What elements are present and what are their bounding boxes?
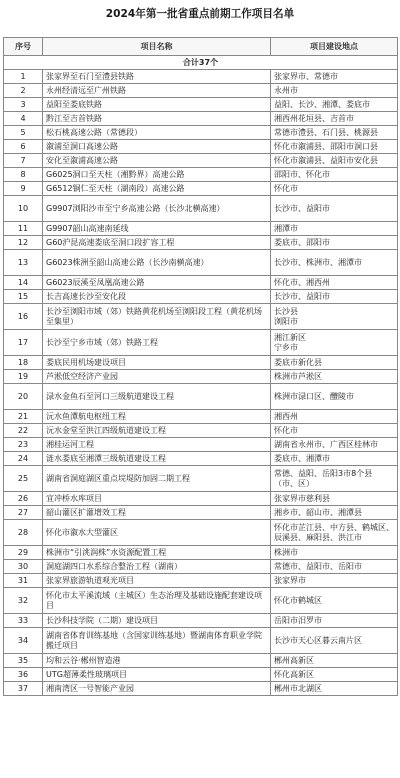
header-location: 项目建设地点 — [271, 38, 398, 56]
row-location: 永州市 — [271, 84, 398, 98]
row-number: 2 — [4, 84, 43, 98]
row-number: 35 — [4, 654, 43, 668]
row-number: 25 — [4, 466, 43, 492]
row-project-name: 宜冲桥水库项目 — [43, 492, 271, 506]
row-project-name: 怀化市太平溪流域（主城区）生态治理及基础设施配套建设项目 — [43, 588, 271, 614]
row-project-name: G60沪昆高速娄底至洞口段扩容工程 — [43, 236, 271, 250]
table-row — [4, 250, 398, 276]
row-project-name: 芦淞低空经济产业园 — [43, 370, 271, 384]
row-project-name: G6512铜仁至天柱（湖南段）高速公路 — [43, 182, 271, 196]
row-number: 22 — [4, 424, 43, 438]
header-project-name: 项目名称 — [43, 38, 271, 56]
total-cell: 合计37个 — [4, 56, 398, 70]
row-location: 湘潭市 — [271, 222, 398, 236]
row-location: 长沙县 浏阳市 — [271, 304, 398, 330]
row-number: 20 — [4, 384, 43, 410]
table-row — [4, 236, 398, 250]
row-location: 长沙市天心区暮云南片区 — [271, 628, 398, 654]
row-location: 常德市、益阳市、岳阳市 — [271, 560, 398, 574]
table-row — [4, 154, 398, 168]
table-row — [4, 560, 398, 574]
row-project-name: 渌水金鱼石至河口三级航道建设工程 — [43, 384, 271, 410]
row-project-name: 湖南省体育训练基地（含国家训练基地）暨湖南体育职业学院搬迁项目 — [43, 628, 271, 654]
table-row — [4, 574, 398, 588]
row-project-name: 沅水金堂至洪江四级航道建设工程 — [43, 424, 271, 438]
header-no: 序号 — [4, 38, 43, 56]
table-row — [4, 112, 398, 126]
row-project-name: G6023辰溪至凤凰高速公路 — [43, 276, 271, 290]
row-location: 长沙市、株洲市、湘潭市 — [271, 250, 398, 276]
table-row — [4, 452, 398, 466]
row-location: 长沙市、益阳市 — [271, 290, 398, 304]
row-location: 湖南省永州市、广西区桂林市 — [271, 438, 398, 452]
row-number: 36 — [4, 668, 43, 682]
row-location: 怀化市、湘西州 — [271, 276, 398, 290]
row-location: 张家界市慈利县 — [271, 492, 398, 506]
row-number: 3 — [4, 98, 43, 112]
row-number: 8 — [4, 168, 43, 182]
row-number: 7 — [4, 154, 43, 168]
table-row — [4, 168, 398, 182]
table-row — [4, 588, 398, 614]
row-location: 株洲市渌口区、醴陵市 — [271, 384, 398, 410]
row-project-name: 黔江至吉首铁路 — [43, 112, 271, 126]
row-project-name: G6023株洲至韶山高速公路（长沙南横高速） — [43, 250, 271, 276]
row-number: 37 — [4, 682, 43, 696]
row-project-name: 沅水鱼潭航电枢纽工程 — [43, 410, 271, 424]
row-location: 张家界市、常德市 — [271, 70, 398, 84]
table-row — [4, 84, 398, 98]
row-number: 27 — [4, 506, 43, 520]
row-number: 18 — [4, 356, 43, 370]
table-row — [4, 98, 398, 112]
row-project-name: 长吉高速长沙至安化段 — [43, 290, 271, 304]
row-number: 14 — [4, 276, 43, 290]
row-location: 湘西州 — [271, 410, 398, 424]
row-project-name: 张家界至石门至澧县铁路 — [43, 70, 271, 84]
document-title: 2024年第一批省重点前期工作项目名单 — [105, 8, 295, 20]
row-number: 6 — [4, 140, 43, 154]
row-project-name: 湖南省洞庭湖区重点垸堤防加固二期工程 — [43, 466, 271, 492]
row-number: 9 — [4, 182, 43, 196]
table-row — [4, 466, 398, 492]
row-number: 26 — [4, 492, 43, 506]
table-row — [4, 196, 398, 222]
row-number: 31 — [4, 574, 43, 588]
row-location: 长沙市、益阳市 — [271, 196, 398, 222]
row-location: 湘江新区 宁乡市 — [271, 330, 398, 356]
row-location: 娄底市、邵阳市 — [271, 236, 398, 250]
row-project-name: 涟水娄底至湘潭三级航道建设工程 — [43, 452, 271, 466]
row-number: 10 — [4, 196, 43, 222]
row-project-name: 均和云谷·郴州智造港 — [43, 654, 271, 668]
row-project-name: 韶山灌区扩灌增效工程 — [43, 506, 271, 520]
row-number: 30 — [4, 560, 43, 574]
row-location: 怀化市 — [271, 182, 398, 196]
row-number: 12 — [4, 236, 43, 250]
row-location: 怀化市溆浦县、邵阳市洞口县 — [271, 140, 398, 154]
row-project-name: G9907浏阳沙市至宁乡高速公路（长沙北横高速） — [43, 196, 271, 222]
table-header-row — [4, 38, 398, 56]
table-row — [4, 70, 398, 84]
row-number: 33 — [4, 614, 43, 628]
row-number: 21 — [4, 410, 43, 424]
row-project-name: 张家界旅游轨道观光项目 — [43, 574, 271, 588]
row-project-name: 株洲市“引洮润株”水资源配置工程 — [43, 546, 271, 560]
table-row — [4, 628, 398, 654]
row-project-name: 湘南湾区一号智能产业园 — [43, 682, 271, 696]
table-row — [4, 304, 398, 330]
table-row — [4, 290, 398, 304]
table-row — [4, 140, 398, 154]
row-location: 益阳、长沙、湘潭、娄底市 — [271, 98, 398, 112]
table-row — [4, 356, 398, 370]
row-project-name: G9907韶山高速南延线 — [43, 222, 271, 236]
row-number: 11 — [4, 222, 43, 236]
table-row — [4, 384, 398, 410]
table-row — [4, 370, 398, 384]
table-row — [4, 682, 398, 696]
table-row — [4, 546, 398, 560]
row-location: 怀化市 — [271, 424, 398, 438]
total-row — [4, 56, 398, 70]
table-row — [4, 222, 398, 236]
row-location: 湘乡市、韶山市、湘潭县 — [271, 506, 398, 520]
row-number: 23 — [4, 438, 43, 452]
row-location: 张家界市 — [271, 574, 398, 588]
row-project-name: 怀化市溆水大型灌区 — [43, 520, 271, 546]
row-number: 4 — [4, 112, 43, 126]
row-project-name: 长沙至宁乡市域（郊）铁路工程 — [43, 330, 271, 356]
row-project-name: 永州经清远至广州铁路 — [43, 84, 271, 98]
row-location: 邵阳市、怀化市 — [271, 168, 398, 182]
table-row — [4, 614, 398, 628]
row-number: 28 — [4, 520, 43, 546]
row-number: 15 — [4, 290, 43, 304]
row-project-name: 洞庭湖四口水系综合整治工程（湖南） — [43, 560, 271, 574]
row-location: 怀化市芷江县、中方县、鹤城区、辰溪县、麻阳县、洪江市 — [271, 520, 398, 546]
table-row — [4, 330, 398, 356]
row-location: 怀化市溆浦县、益阳市安化县 — [271, 154, 398, 168]
table-row — [4, 654, 398, 668]
table-row — [4, 182, 398, 196]
row-project-name: UTG超薄柔性玻璃项目 — [43, 668, 271, 682]
row-number: 32 — [4, 588, 43, 614]
table-row — [4, 126, 398, 140]
table-row — [4, 520, 398, 546]
row-project-name: 松石桃高速公路（常德段） — [43, 126, 271, 140]
row-project-name: G6025洞口至天柱（湘黔界）高速公路 — [43, 168, 271, 182]
row-project-name: 溆浦至洞口高速公路 — [43, 140, 271, 154]
row-number: 16 — [4, 304, 43, 330]
row-project-name: 娄底民用机场建设项目 — [43, 356, 271, 370]
row-number: 34 — [4, 628, 43, 654]
row-location: 娄底市、湘潭市 — [271, 452, 398, 466]
row-project-name: 安化至溆浦高速公路 — [43, 154, 271, 168]
row-project-name: 长沙至浏阳市域（郊）铁路黄花机场至浏阳段工程（黄花机场至集里） — [43, 304, 271, 330]
row-project-name: 益阳至娄底铁路 — [43, 98, 271, 112]
table-row — [4, 276, 398, 290]
table-row — [4, 424, 398, 438]
row-location: 娄底市新化县 — [271, 356, 398, 370]
row-number: 1 — [4, 70, 43, 84]
row-number: 17 — [4, 330, 43, 356]
row-location: 常德、益阳、岳阳3市8个县（市、区） — [271, 466, 398, 492]
row-location: 株洲市芦淞区 — [271, 370, 398, 384]
row-number: 13 — [4, 250, 43, 276]
row-number: 5 — [4, 126, 43, 140]
table-body — [4, 56, 398, 696]
row-location: 岳阳市汨罗市 — [271, 614, 398, 628]
row-location: 湘西州花垣县、吉首市 — [271, 112, 398, 126]
project-table — [3, 37, 398, 696]
table-row — [4, 410, 398, 424]
row-location: 怀化市鹤城区 — [271, 588, 398, 614]
row-location: 株洲市 — [271, 546, 398, 560]
row-location: 常德市澧县、石门县、桃源县 — [271, 126, 398, 140]
row-location: 郴州市北湖区 — [271, 682, 398, 696]
row-number: 24 — [4, 452, 43, 466]
row-location: 郴州高新区 — [271, 654, 398, 668]
table-row — [4, 438, 398, 452]
table-row — [4, 492, 398, 506]
row-location: 怀化高新区 — [271, 668, 398, 682]
row-project-name: 长沙科技学院（二期）建设项目 — [43, 614, 271, 628]
table-row — [4, 506, 398, 520]
row-project-name: 湘桂运河工程 — [43, 438, 271, 452]
row-number: 29 — [4, 546, 43, 560]
table-row — [4, 668, 398, 682]
row-number: 19 — [4, 370, 43, 384]
